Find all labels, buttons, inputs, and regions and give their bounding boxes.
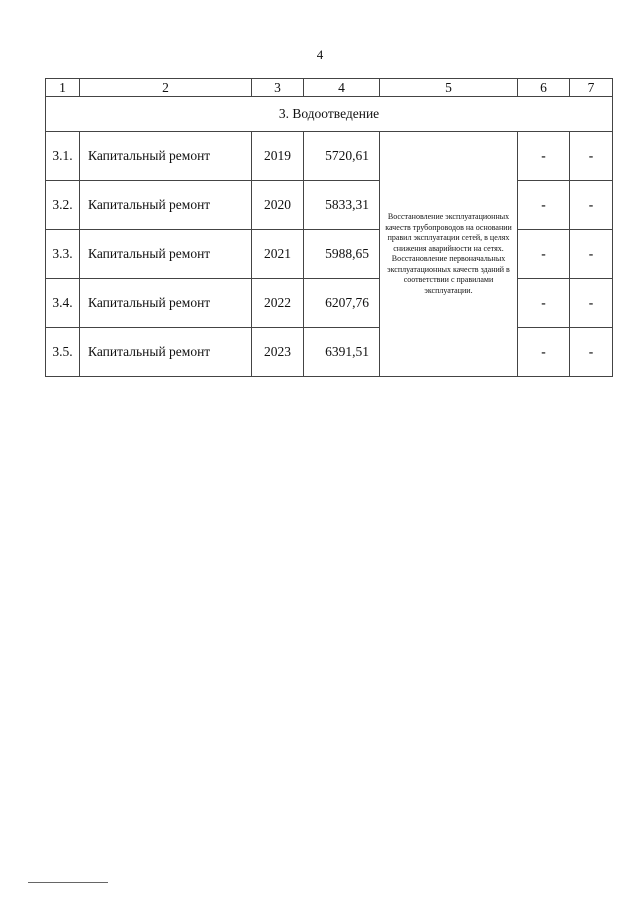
header-cell-4: 4 bbox=[304, 79, 380, 97]
row-col7: - bbox=[570, 181, 613, 230]
row-number: 3.2. bbox=[46, 181, 80, 230]
row-number: 3.4. bbox=[46, 279, 80, 328]
row-number: 3.1. bbox=[46, 132, 80, 181]
row-year: 2019 bbox=[252, 132, 304, 181]
row-col7: - bbox=[570, 279, 613, 328]
section-row bbox=[46, 97, 613, 132]
row-amount: 6207,76 bbox=[304, 279, 380, 328]
row-number: 3.3. bbox=[46, 230, 80, 279]
table-row bbox=[46, 181, 613, 230]
row-year: 2023 bbox=[252, 328, 304, 377]
header-cell-1: 1 bbox=[46, 79, 80, 97]
row-col6: - bbox=[518, 279, 570, 328]
capital-repair-table bbox=[45, 78, 613, 377]
row-col6: - bbox=[518, 181, 570, 230]
row-col6: - bbox=[518, 328, 570, 377]
row-number: 3.5. bbox=[46, 328, 80, 377]
row-year: 2022 bbox=[252, 279, 304, 328]
row-col7: - bbox=[570, 230, 613, 279]
header-cell-6: 6 bbox=[518, 79, 570, 97]
row-amount: 5720,61 bbox=[304, 132, 380, 181]
header-cell-7: 7 bbox=[570, 79, 613, 97]
description-cell: Восстановление эксплуатационных качеств трубопроводов на основании правил эксплуатации сетей, в целях снижения аварийности на сетях. Восстановление первоначальных эксплуатационных качеств зданий в соответствии с правилами эксплуатации. bbox=[380, 132, 518, 377]
row-year: 2020 bbox=[252, 181, 304, 230]
header-cell-3: 3 bbox=[252, 79, 304, 97]
row-name: Капитальный ремонт bbox=[80, 328, 252, 377]
table-row bbox=[46, 230, 613, 279]
page-number: 4 bbox=[316, 47, 324, 62]
row-col6: - bbox=[518, 230, 570, 279]
row-name: Капитальный ремонт bbox=[80, 181, 252, 230]
row-amount: 6391,51 bbox=[304, 328, 380, 377]
footer-rule bbox=[28, 882, 108, 883]
row-amount: 5988,65 bbox=[304, 230, 380, 279]
row-col6: - bbox=[518, 132, 570, 181]
row-name: Капитальный ремонт bbox=[80, 279, 252, 328]
table-row bbox=[46, 279, 613, 328]
row-year: 2021 bbox=[252, 230, 304, 279]
row-name: Капитальный ремонт bbox=[80, 132, 252, 181]
header-cell-2: 2 bbox=[80, 79, 252, 97]
table-row bbox=[46, 328, 613, 377]
header-cell-5: 5 bbox=[380, 79, 518, 97]
row-name: Капитальный ремонт bbox=[80, 230, 252, 279]
row-col7: - bbox=[570, 132, 613, 181]
table-row bbox=[46, 132, 613, 181]
section-title: 3. Водоотведение bbox=[46, 97, 613, 132]
header-row bbox=[46, 79, 613, 97]
row-col7: - bbox=[570, 328, 613, 377]
row-amount: 5833,31 bbox=[304, 181, 380, 230]
